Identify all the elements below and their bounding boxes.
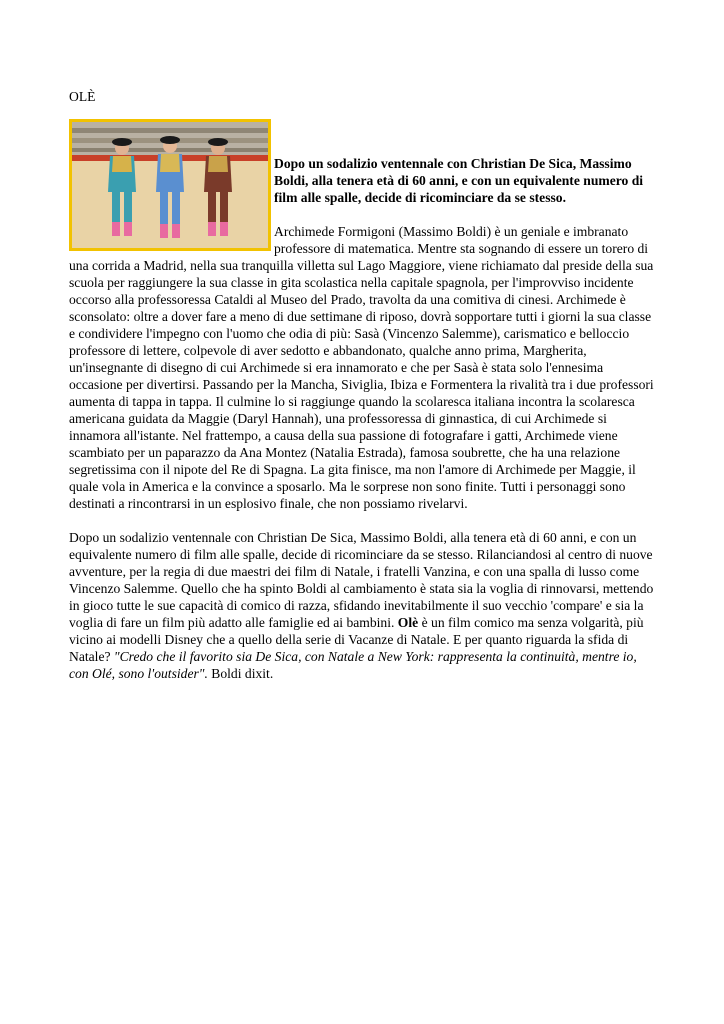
movie-photo bbox=[69, 119, 271, 251]
article-body bbox=[69, 119, 659, 699]
commentary-text-1: Dopo un sodalizio ventennale con Christian De Sica, Massimo Boldi, alla tenera età di 60 anni, e con un equivalente numero di film alle spalle, decide di ricominciare da se stesso. Rilanciandosi al centro di nuove avventure, per la regia di due maestri dei film di Natale, i fratelli Vanzina, e con una spalla di lusso come Vincenzo Salemme. Quello che ha spinto Boldi al cambiamento è stata sia la voglia di rinnovarsi, mettendo in gioco tutte le sue capacità di comico di razza, sfidando inevitabilmente il suo vecchio 'compare' e sia la voglia di fare un film più adatto alle famiglie ed ai bambini. bbox=[69, 530, 654, 630]
commentary-paragraph bbox=[69, 529, 659, 682]
commentary-text-3: Boldi dixit. bbox=[207, 666, 274, 681]
boldi-quote: "Credo che il favorito sia De Sica, con Natale a New York: rappresenta la continuità, mentre io, con Olé, sono l'outsider". bbox=[69, 649, 637, 681]
article-lead: Dopo un sodalizio ventennale con Christian De Sica, Massimo Boldi, alla tenera età di 60 anni, e con un equivalente numero di film alle spalle, decide di ricominciare da se stesso. bbox=[274, 156, 644, 205]
commentary-text-2: è un film comico ma senza volgarità, più vicino ai modelli Disney che a quello della serie di Vacanze di Natale. E per quanto riguarda la sfida di Natale? bbox=[69, 615, 644, 664]
page-title: OLÈ bbox=[69, 89, 96, 104]
plot-paragraph: Archimede Formigoni (Massimo Boldi) è un geniale e imbranato professore di matematica. Mentre sta sognando di essere un torero di una corrida a Madrid, nella sua tranquilla villetta sul Lago Maggiore, viene richiamato dal preside della sua scuola per raggiungere la sua classe in gita scolastica nella capitale spagnola, per l'improvviso incidente occorso alla professoressa Cataldi al Museo del Prado, travolta da una comitiva di cinesi. Archimede è sconsolato: oltre a dover fare a meno di due settimane di riposo, dovrà sopportare tutti i giorni la sua classe e condividere l'impegno con l'uomo che odia di più: Sasà (Vincenzo Salemme), carismatico e belloccio professore di lettere, colpevole di aver sedotto e abbandonato, qualche anno prima, Margherita, un'insegnante di disegno di cui Archimede si era innamorato e che per Sasà è stata solo l'ennesima occasione per divertirsi. Passando per la Mancha, Siviglia, Ibiza e Formentera la rivalità tra i due professori aumenta di tappa in tappa. Il culmine lo si raggiunge quando la scolaresca italiana incontra la scolaresca americana guidata da Maggie (Daryl Hannah), una professoressa di ginnastica, di cui Archimede si innamora all'istante. Nel frattempo, a causa della sua passione di fotografare i gatti, Archimede viene scambiato per un paparazzo da Ana Montez (Natalia Estrada), famosa soubrette, che ha una relazione segretissima con il nipote del Re di Spagna. La gita finisce, ma non l'amore di Archimede per Maggie, il quale vola in America e la convince a sposarlo. Ma le sorprese non sono finite. Tutti i personaggi sono destinati a rincontrarsi in un esplosivo finale, che non possiamo rivelarvi. bbox=[69, 224, 654, 511]
film-title-bold: Olè bbox=[397, 615, 419, 630]
toreros-image bbox=[72, 122, 268, 248]
